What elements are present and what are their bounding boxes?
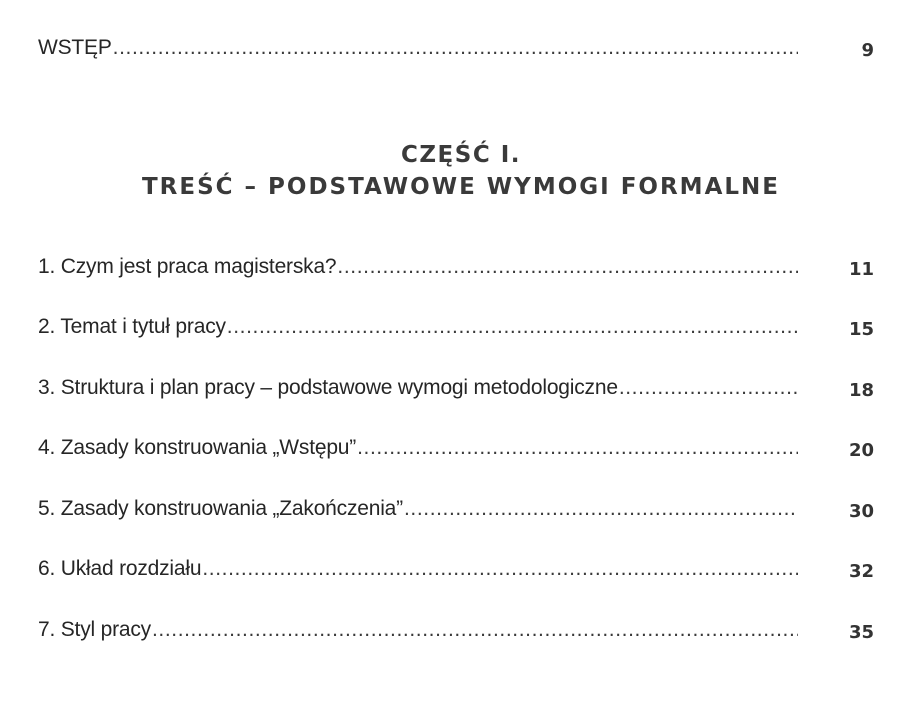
toc-entry-page: 9 bbox=[861, 40, 874, 61]
toc-entry-label: 1. Czym jest praca magisterska? bbox=[38, 255, 337, 278]
dot-leader bbox=[619, 376, 798, 400]
dot-leader bbox=[357, 436, 798, 460]
toc-entry-page: 35 bbox=[848, 622, 874, 643]
toc-entry-label: 5. Zasady konstruowania „Zakończenia” bbox=[38, 497, 403, 520]
toc-entry-4[interactable] bbox=[38, 436, 798, 470]
toc-entry-label: 4. Zasady konstruowania „Wstępu” bbox=[38, 436, 357, 459]
dot-leader bbox=[202, 557, 798, 581]
dot-leader bbox=[113, 36, 798, 60]
toc-entry-5[interactable] bbox=[38, 497, 798, 531]
toc-entry-page: 32 bbox=[848, 561, 874, 582]
toc-entry-label: 3. Struktura i plan pracy – podstawowe wymogi metodologiczne bbox=[38, 376, 618, 399]
dot-leader bbox=[227, 315, 798, 339]
toc-entry-label: 2. Temat i tytuł pracy bbox=[38, 315, 226, 338]
toc-entry-page: 11 bbox=[848, 259, 874, 280]
toc-entry-page: 18 bbox=[848, 380, 874, 401]
toc-entry-6[interactable] bbox=[38, 557, 798, 591]
part-number-heading: CZĘŚĆ I. bbox=[400, 142, 521, 168]
toc-entry-intro[interactable] bbox=[38, 36, 798, 70]
dot-leader bbox=[404, 497, 798, 521]
toc-entry-3[interactable] bbox=[38, 376, 798, 410]
toc-entry-label: 7. Styl pracy bbox=[38, 618, 151, 641]
toc-entry-1[interactable] bbox=[38, 255, 798, 289]
toc-entry-page: 15 bbox=[848, 319, 874, 340]
toc-entry-7[interactable] bbox=[38, 618, 798, 652]
toc-entry-page: 20 bbox=[848, 440, 874, 461]
toc-entry-2[interactable] bbox=[38, 315, 798, 349]
toc-entry-label: WSTĘP bbox=[38, 36, 112, 59]
part-title-heading: TREŚĆ – PODSTAWOWE WYMOGI FORMALNE bbox=[141, 174, 780, 200]
dot-leader bbox=[152, 618, 798, 642]
dot-leader bbox=[337, 255, 798, 279]
toc-entry-page: 30 bbox=[848, 501, 874, 522]
toc-entry-label: 6. Układ rozdziału bbox=[38, 557, 202, 580]
